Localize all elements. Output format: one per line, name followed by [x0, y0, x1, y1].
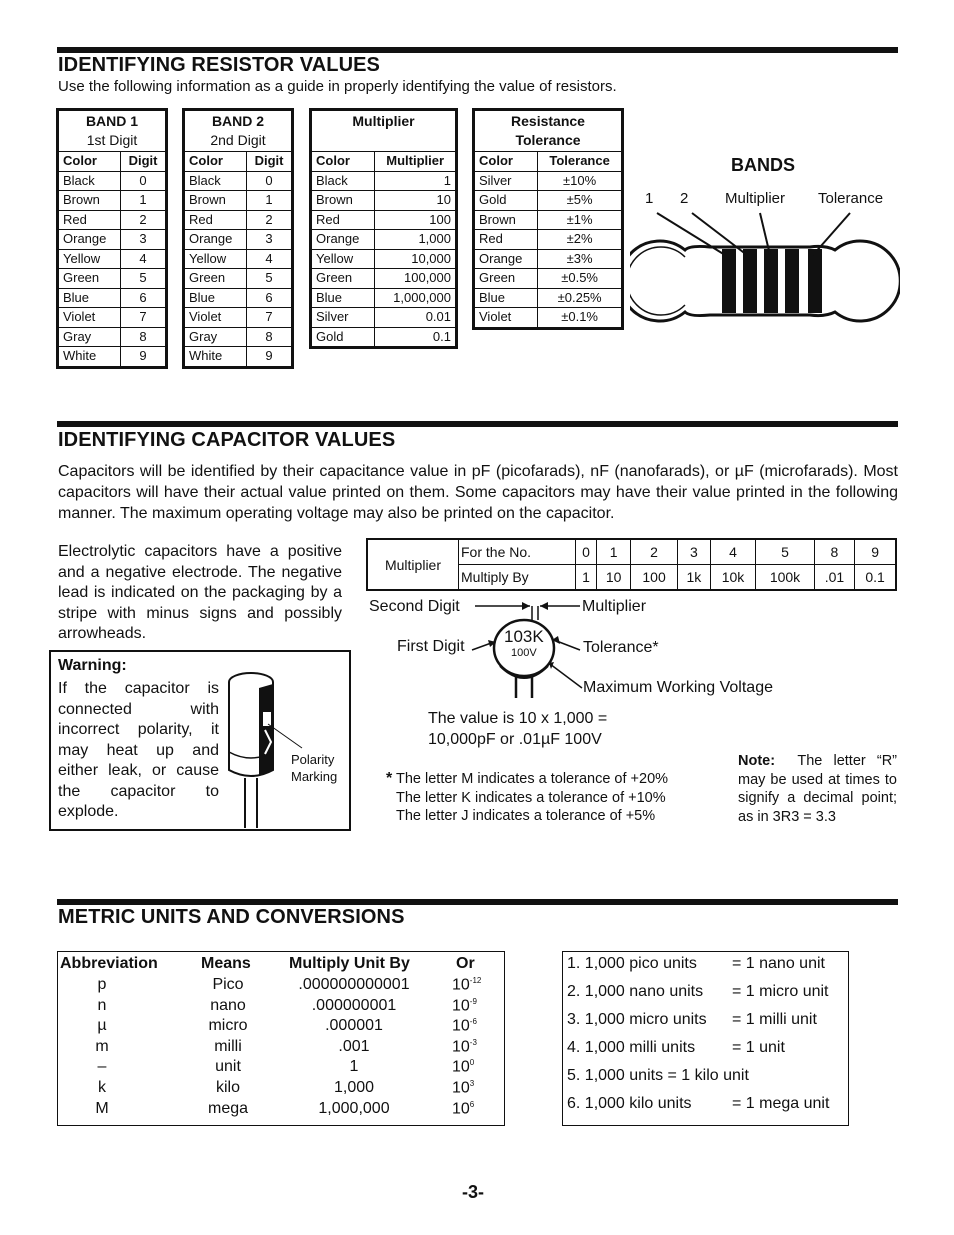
polarity-pointer: [266, 722, 306, 752]
resistor-section-title: IDENTIFYING RESISTOR VALUES: [58, 54, 380, 76]
color-cell: Orange: [58, 230, 121, 250]
table-row: [311, 308, 457, 328]
metric-power: [452, 1079, 474, 1097]
metric-multiply: 1,000: [333, 1079, 375, 1096]
table-row: [474, 191, 623, 211]
table-row: [184, 230, 293, 250]
table-row: [184, 308, 293, 328]
table-row: [184, 269, 293, 289]
color-cell: Green: [474, 269, 538, 289]
table-cell: 4: [710, 539, 756, 565]
value-cell: 100: [375, 210, 457, 230]
table-row: [474, 210, 623, 230]
value-cell: 3: [121, 230, 167, 250]
color-cell: Violet: [184, 308, 247, 328]
section-rule: [57, 47, 898, 53]
section-rule: [57, 421, 898, 427]
value-cell: 1,000,000: [375, 288, 457, 308]
color-cell: Red: [474, 230, 538, 250]
multiplier-title: Multiplier: [352, 113, 415, 129]
color-cell: Gold: [474, 191, 538, 211]
bands-title: BANDS: [731, 155, 796, 175]
multiply-by-label: Multiply By: [459, 565, 576, 591]
col-header: Color: [474, 152, 538, 172]
value-cell: 5: [121, 269, 167, 289]
metric-means: milli: [214, 1037, 242, 1055]
metric-means: unit: [215, 1058, 241, 1076]
section-rule: [57, 899, 898, 905]
table-cell: 2: [631, 539, 678, 565]
power-base: 10: [452, 1038, 470, 1056]
table-cell: 10k: [710, 565, 756, 591]
col-header: Color: [311, 152, 375, 172]
table-cell: 100: [631, 565, 678, 591]
value-cell: 10,000: [375, 249, 457, 269]
metric-power: [452, 1017, 477, 1035]
warning-text: If the capacitor is connected with incorrect polarity, it may heat up and either leak, or cause the capacitor to explode.: [58, 680, 219, 820]
tolerance-table: [472, 108, 624, 330]
value-cell: 1,000: [375, 230, 457, 250]
band1-table: [56, 108, 168, 369]
color-cell: Silver: [474, 171, 538, 191]
table-row: [58, 288, 167, 308]
value-cell: 0: [247, 171, 293, 191]
color-cell: Gray: [58, 327, 121, 347]
color-cell: Brown: [58, 191, 121, 211]
value-cell: 9: [247, 347, 293, 368]
value-cell: 1: [121, 191, 167, 211]
color-cell: Brown: [184, 191, 247, 211]
table-cell: 8: [814, 539, 854, 565]
table-row: [474, 171, 623, 191]
metric-power: [452, 1058, 474, 1076]
table-row: [58, 269, 167, 289]
conversions-box: [562, 951, 849, 1126]
color-cell: Orange: [311, 230, 375, 250]
table-cell: 1k: [678, 565, 711, 591]
color-cell: Violet: [474, 308, 538, 329]
col-header: Tolerance: [538, 152, 623, 172]
table-cell: .01: [814, 565, 854, 591]
value-cell: ±0.1%: [538, 308, 623, 329]
conversion-item: 4. 1,000 milli units: [567, 1039, 696, 1056]
footnote-star: *: [386, 770, 393, 787]
power-base: 10: [452, 1017, 470, 1035]
value-cell: ±0.5%: [538, 269, 623, 289]
color-cell: Blue: [311, 288, 375, 308]
value-cell: 3: [247, 230, 293, 250]
color-cell: Green: [311, 269, 375, 289]
color-cell: Brown: [311, 191, 375, 211]
table-row: [184, 288, 293, 308]
polarity-label: Marking: [291, 769, 338, 784]
value-cell: 100,000: [375, 269, 457, 289]
color-cell: Blue: [184, 288, 247, 308]
table-row: [311, 249, 457, 269]
table-row: [311, 230, 457, 250]
conversion-result: = 1 nano unit: [732, 955, 825, 972]
metric-header: Multiply Unit By: [289, 955, 410, 972]
table-row: [184, 249, 293, 269]
table-row: [311, 327, 457, 348]
conversion-item: 6. 1,000 kilo units: [567, 1095, 692, 1112]
metric-means: Pico: [212, 976, 244, 993]
power-exponent: -6: [469, 1017, 477, 1027]
footnote: The letter J indicates a tolerance of +5%: [396, 808, 656, 824]
note-text: The letter “R” may be used at times to signify a decimal point; as in 3R3 = 3.3: [738, 753, 897, 825]
col-header: Color: [184, 152, 247, 172]
power-base: 10: [452, 996, 470, 1014]
color-cell: White: [184, 347, 247, 368]
table-cell: 3: [678, 539, 711, 565]
label-multiplier: Multiplier: [582, 598, 647, 615]
conversion-item: 3. 1,000 micro units: [567, 1011, 707, 1028]
table-row: [474, 308, 623, 329]
conversion-result: = 1 unit: [732, 1039, 785, 1056]
warning-title: Warning:: [58, 657, 127, 674]
table-row: [184, 347, 293, 368]
value-cell: ±10%: [538, 171, 623, 191]
band-label-1: 1: [645, 190, 654, 207]
table-row: [58, 230, 167, 250]
metric-multiply: .000000001: [311, 996, 397, 1014]
band2-table: [182, 108, 294, 369]
metric-power: [452, 976, 481, 994]
color-cell: Red: [58, 210, 121, 230]
color-cell: Silver: [311, 308, 375, 328]
table-cell: 10: [597, 565, 631, 591]
power-base: 10: [452, 976, 470, 994]
metric-section-title: METRIC UNITS AND CONVERSIONS: [58, 906, 405, 928]
metric-means: nano: [210, 996, 246, 1014]
col-header: Multiplier: [375, 152, 457, 172]
conversion-result: = 1 mega unit: [732, 1095, 830, 1112]
value-example: 10,000pF or .01µF 100V: [428, 731, 602, 748]
warning-box: [49, 650, 351, 831]
label-tolerance: Tolerance*: [583, 639, 659, 656]
capacitor-multiplier-table: [366, 538, 897, 591]
table-row: [311, 191, 457, 211]
table-row: [58, 191, 167, 211]
color-cell: White: [58, 347, 121, 368]
color-cell: Orange: [474, 249, 538, 269]
value-example: The value is 10 x 1,000 =: [428, 710, 608, 727]
color-cell: Blue: [58, 288, 121, 308]
metric-multiply: .000000000001: [298, 976, 410, 993]
power-exponent: 0: [469, 1058, 475, 1068]
multiplier-table: [309, 108, 458, 349]
metric-abbr: µ: [97, 1017, 107, 1035]
table-row: [474, 269, 623, 289]
conversion-item: 2. 1,000 nano units: [567, 983, 704, 1000]
metric-power: [452, 1038, 477, 1056]
power-base: 10: [452, 1079, 470, 1097]
col-header: Digit: [247, 152, 293, 172]
table-cell: 100k: [756, 565, 814, 591]
band-label-2: 2: [680, 190, 689, 207]
label-second-digit: Second Digit: [369, 598, 460, 615]
metric-multiply: 1,000,000: [318, 1099, 390, 1117]
multiplier-row-label: Multiplier: [367, 539, 459, 590]
capacitor-section-title: IDENTIFYING CAPACITOR VALUES: [58, 429, 396, 451]
color-cell: Black: [311, 171, 375, 191]
table-row: [58, 308, 167, 328]
metric-header: Means: [201, 955, 251, 972]
metric-multiply: 1: [349, 1058, 359, 1076]
tolerance-title: Tolerance: [515, 132, 581, 148]
power-exponent: 3: [469, 1079, 475, 1088]
band2-title: BAND 2: [211, 113, 265, 129]
table-row: [184, 191, 293, 211]
value-cell: 2: [247, 210, 293, 230]
band-label-multiplier: Multiplier: [725, 190, 786, 207]
metric-abbr: n: [97, 996, 107, 1014]
capacitor-code: 103K: [504, 627, 544, 646]
value-cell: 0: [121, 171, 167, 191]
value-cell: 1: [375, 171, 457, 191]
table-cell: 0.1: [855, 565, 896, 591]
footnote: The letter M indicates a tolerance of +20%: [396, 771, 669, 787]
label-max-voltage: Maximum Working Voltage: [583, 679, 773, 696]
metric-abbr: m: [95, 1037, 109, 1055]
power-base: 10: [452, 1058, 470, 1076]
value-cell: 5: [247, 269, 293, 289]
color-cell: Violet: [58, 308, 121, 328]
color-cell: Gold: [311, 327, 375, 348]
value-cell: 0.01: [375, 308, 457, 328]
value-cell: 6: [247, 288, 293, 308]
metric-means: kilo: [215, 1079, 240, 1096]
conversion-result: = 1 micro unit: [732, 983, 829, 1000]
metric-header: Or: [456, 955, 475, 972]
value-cell: 6: [121, 288, 167, 308]
resistor-diagram: [630, 205, 900, 335]
value-cell: 10: [375, 191, 457, 211]
conversion-item: 1. 1,000 pico units: [567, 955, 697, 972]
table-row: [184, 210, 293, 230]
metric-power: [452, 1100, 474, 1118]
table-cell: 1: [576, 565, 597, 591]
value-cell: 0.1: [375, 327, 457, 348]
table-row: [311, 269, 457, 289]
tolerance-title: Resistance: [511, 113, 585, 129]
color-cell: Blue: [474, 288, 538, 308]
conversion-item: 5. 1,000 units = 1 kilo unit: [567, 1067, 749, 1084]
polarity-label: Polarity: [291, 752, 335, 767]
table-row: [58, 327, 167, 347]
band-label-tolerance: Tolerance: [818, 190, 884, 207]
value-cell: 8: [121, 327, 167, 347]
electrolytic-text: Electrolytic capacitors have a positive and a negative electrode. The negative lead is indicated on the packaging by a stripe with minus signs and possibly arrowheads.: [58, 543, 342, 642]
label-first-digit: First Digit: [397, 638, 465, 655]
band1-subtitle: 1st Digit: [86, 132, 138, 148]
metric-abbr: p: [97, 976, 107, 993]
col-header: Digit: [121, 152, 167, 172]
table-row: [311, 171, 457, 191]
table-cell: 0: [576, 539, 597, 565]
metric-multiply: .001: [338, 1037, 370, 1055]
table-row: [311, 288, 457, 308]
footnote: The letter K indicates a tolerance of +10%: [396, 790, 666, 806]
value-cell: ±5%: [538, 191, 623, 211]
metric-table: [57, 951, 505, 1126]
table-row: [311, 210, 457, 230]
table-row: [474, 230, 623, 250]
band1-title: BAND 1: [85, 113, 139, 129]
table-cell: 5: [756, 539, 814, 565]
resistor-intro: Use the following information as a guide in properly identifying the value of resistors.: [58, 78, 617, 95]
power-base: 10: [452, 1099, 470, 1117]
value-cell: 7: [247, 308, 293, 328]
value-cell: 9: [121, 347, 167, 368]
value-cell: 4: [121, 249, 167, 269]
for-the-no-label: For the No.: [459, 539, 576, 565]
color-cell: Red: [311, 210, 375, 230]
color-cell: Black: [184, 171, 247, 191]
value-cell: ±1%: [538, 210, 623, 230]
capacitor-voltage-code: 100V: [511, 647, 537, 659]
note-label: Note:: [738, 753, 776, 769]
value-cell: ±0.25%: [538, 288, 623, 308]
table-row: [58, 347, 167, 368]
table-cell: 1: [597, 539, 631, 565]
metric-abbr: –: [97, 1058, 107, 1076]
color-cell: Brown: [474, 210, 538, 230]
page-number: -3-: [462, 1182, 484, 1202]
table-row: [58, 249, 167, 269]
metric-multiply: .000001: [325, 1017, 383, 1035]
table-row: [58, 210, 167, 230]
table-row: [474, 249, 623, 269]
metric-abbr: M: [95, 1099, 109, 1117]
table-row: [58, 171, 167, 191]
conversion-result: = 1 milli unit: [732, 1011, 817, 1028]
metric-power: [452, 997, 477, 1015]
color-cell: Green: [58, 269, 121, 289]
color-cell: Green: [184, 269, 247, 289]
note: [738, 752, 897, 826]
capacitor-intro: Capacitors will be identified by their capacitance value in pF (picofarads), nF (nanofarads), or µF (microfarads). Most capacitors will have their actual value printed on them. Some capacitors may have their value printed in the following manner. The maximum operating voltage may also be printed on the capacitor.: [58, 463, 898, 522]
color-cell: Black: [58, 171, 121, 191]
power-exponent: -3: [469, 1037, 477, 1047]
power-exponent: 6: [469, 1099, 475, 1109]
metric-abbr: k: [98, 1079, 106, 1096]
value-cell: ±2%: [538, 230, 623, 250]
color-cell: Gray: [184, 327, 247, 347]
value-cell: 2: [121, 210, 167, 230]
power-exponent: -9: [469, 996, 477, 1006]
value-cell: 7: [121, 308, 167, 328]
value-cell: 1: [247, 191, 293, 211]
table-row: [474, 288, 623, 308]
color-cell: Yellow: [184, 249, 247, 269]
color-cell: Yellow: [58, 249, 121, 269]
table-row: [184, 171, 293, 191]
metric-header: Abbreviation: [60, 955, 158, 972]
color-cell: Red: [184, 210, 247, 230]
col-header: Color: [58, 152, 121, 172]
metric-means: mega: [207, 1099, 249, 1117]
color-cell: Orange: [184, 230, 247, 250]
metric-means: micro: [208, 1017, 248, 1035]
value-cell: ±3%: [538, 249, 623, 269]
power-exponent: -12: [469, 976, 482, 985]
table-row: [184, 327, 293, 347]
value-cell: 4: [247, 249, 293, 269]
color-cell: Yellow: [311, 249, 375, 269]
table-cell: 9: [855, 539, 896, 565]
value-cell: 8: [247, 327, 293, 347]
band2-subtitle: 2nd Digit: [210, 132, 266, 148]
